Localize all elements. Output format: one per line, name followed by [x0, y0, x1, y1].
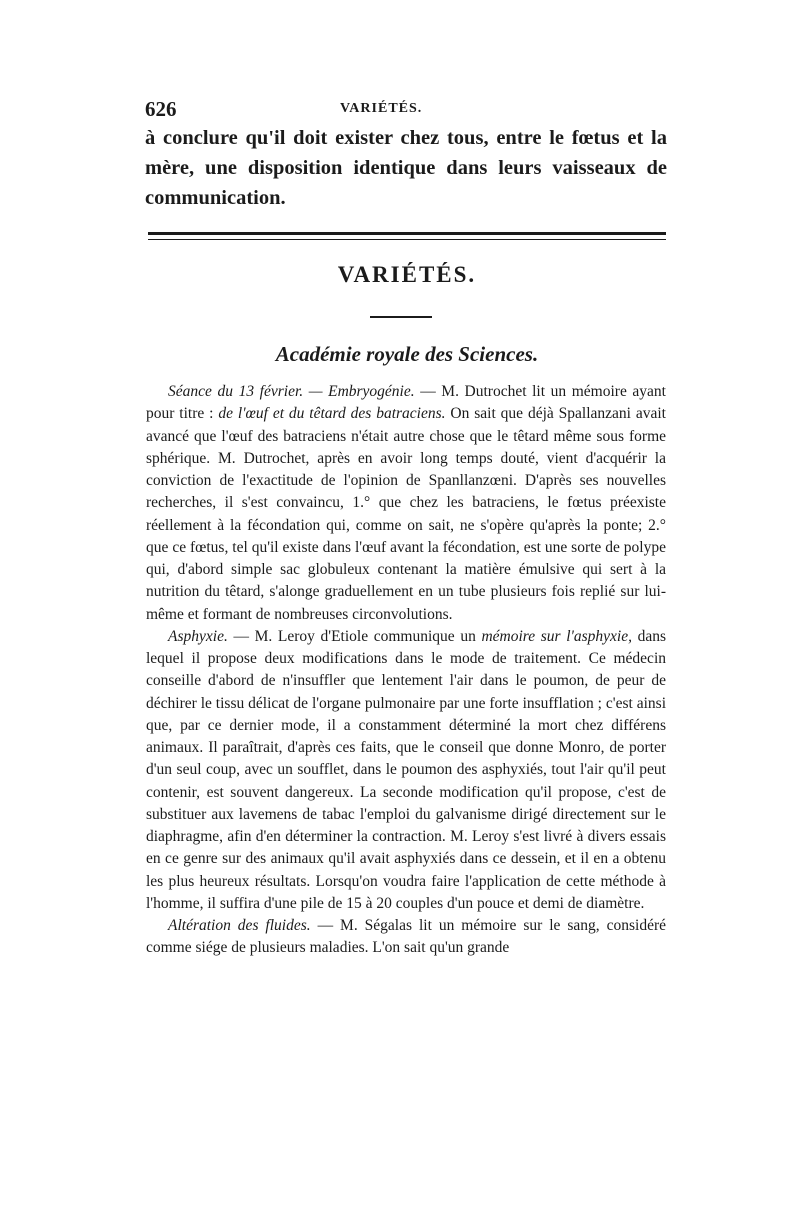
paragraph-lead: Altération des fluides.: [168, 917, 311, 934]
page-number: 626: [145, 97, 177, 121]
paragraph-lead: Séance du 13 février. — Embryogénie.: [168, 383, 415, 400]
paragraph-text: On sait que déjà Spallanzani avait avancé que l'œuf des batraciens n'était autre chose que le têtard même sous forme sphérique. M. Dutrochet, après en avoir long temps douté, vient d'acquérir la conviction de l'exactitude de l'opinion de Spanllanzœni. D'après ses nouvelles recherches, il s'est convaincu, 1.° que chez les batraciens, le fœtus préexiste réellement à la fécondation qui, comme on sait, ne s'opère qu'après la ponte; 2.° que ce fœtus, tel qu'il existe dans l'œuf avant la fécondation, est une sorte de polype qui, d'abord simple sac globuleux contenant la matière émulsive qui sert à la nutrition du têtard, s'alonge graduellement en un tube plusieurs fois replié sur lui-même et formant de nombreuses circonvolutions.: [146, 405, 666, 623]
section-divider-thin: [148, 239, 666, 240]
title-underline: [370, 316, 432, 318]
section-title: VARIÉTÉS.: [337, 262, 477, 287]
paragraph-text: — M. Dutrochet lit un mémoire ayant pour titre :: [146, 383, 666, 423]
paragraph-text: — M. Leroy d'Etiole communique un: [227, 627, 482, 645]
section-subheading: Académie royale des Sciences.: [275, 342, 539, 366]
paragraph-alteration-fluides: [146, 915, 666, 960]
paragraph-embryogenie: [146, 381, 666, 626]
paragraph-lead: Asphyxie.: [168, 627, 228, 645]
paragraph-asphyxie: [146, 626, 666, 915]
intro-paragraph: à conclure qu'il doit exister chez tous, entre le fœtus et la mère, une disposition identique dans leurs vaisseaux de communication.: [145, 127, 667, 209]
memoir-title: de l'œuf et du têtard des batraciens.: [218, 405, 446, 423]
paragraph-text: dans lequel il propose deux modifications dans le mode de traitement. Ce médecin conseille d'abord de n'insuffler que lentement l'air dans le poumon, de peur de déchirer le tissu délicat de l'organe pulmonaire par une forte insufflation ; c'est ainsi que, par ce dernier mode, il a constamment déterminé la mort chez différens animaux. Il paraîtrait, d'après ces faits, que le conseil que donne Monro, de porter d'un seul coup, avec un soufflet, dans le poumon des asphyxiés, tout l'air qu'il peut contenir, est souvent dangereux. La seconde modification qu'il propose, c'est de substituer aux lavemens de tabac l'emploi du galvanisme dirigé directement sur le diaphragme, afin d'en déterminer la contraction. M. Leroy s'est livré à divers essais en ce genre sur des animaux qu'il avait asphyxiés dans ce dessein, et il en a obtenu les plus heureux résultats. Lorsqu'on voudra faire l'application de cette méthode à l'homme, il suffira d'une pile de 15 à 20 couples d'un pouce et demi de diamètre.: [146, 627, 667, 912]
article-body: [146, 381, 666, 960]
running-head: [145, 97, 665, 121]
section-divider-thick: [148, 232, 666, 235]
running-title: VARIÉTÉS.: [340, 101, 423, 116]
paragraph-text: — M. Ségalas lit un mémoire sur le sang, considéré comme siége de plusieurs maladies. L'on sait qu'un grande: [146, 917, 666, 957]
memoir-title: mémoire sur l'asphyxie,: [481, 627, 632, 645]
